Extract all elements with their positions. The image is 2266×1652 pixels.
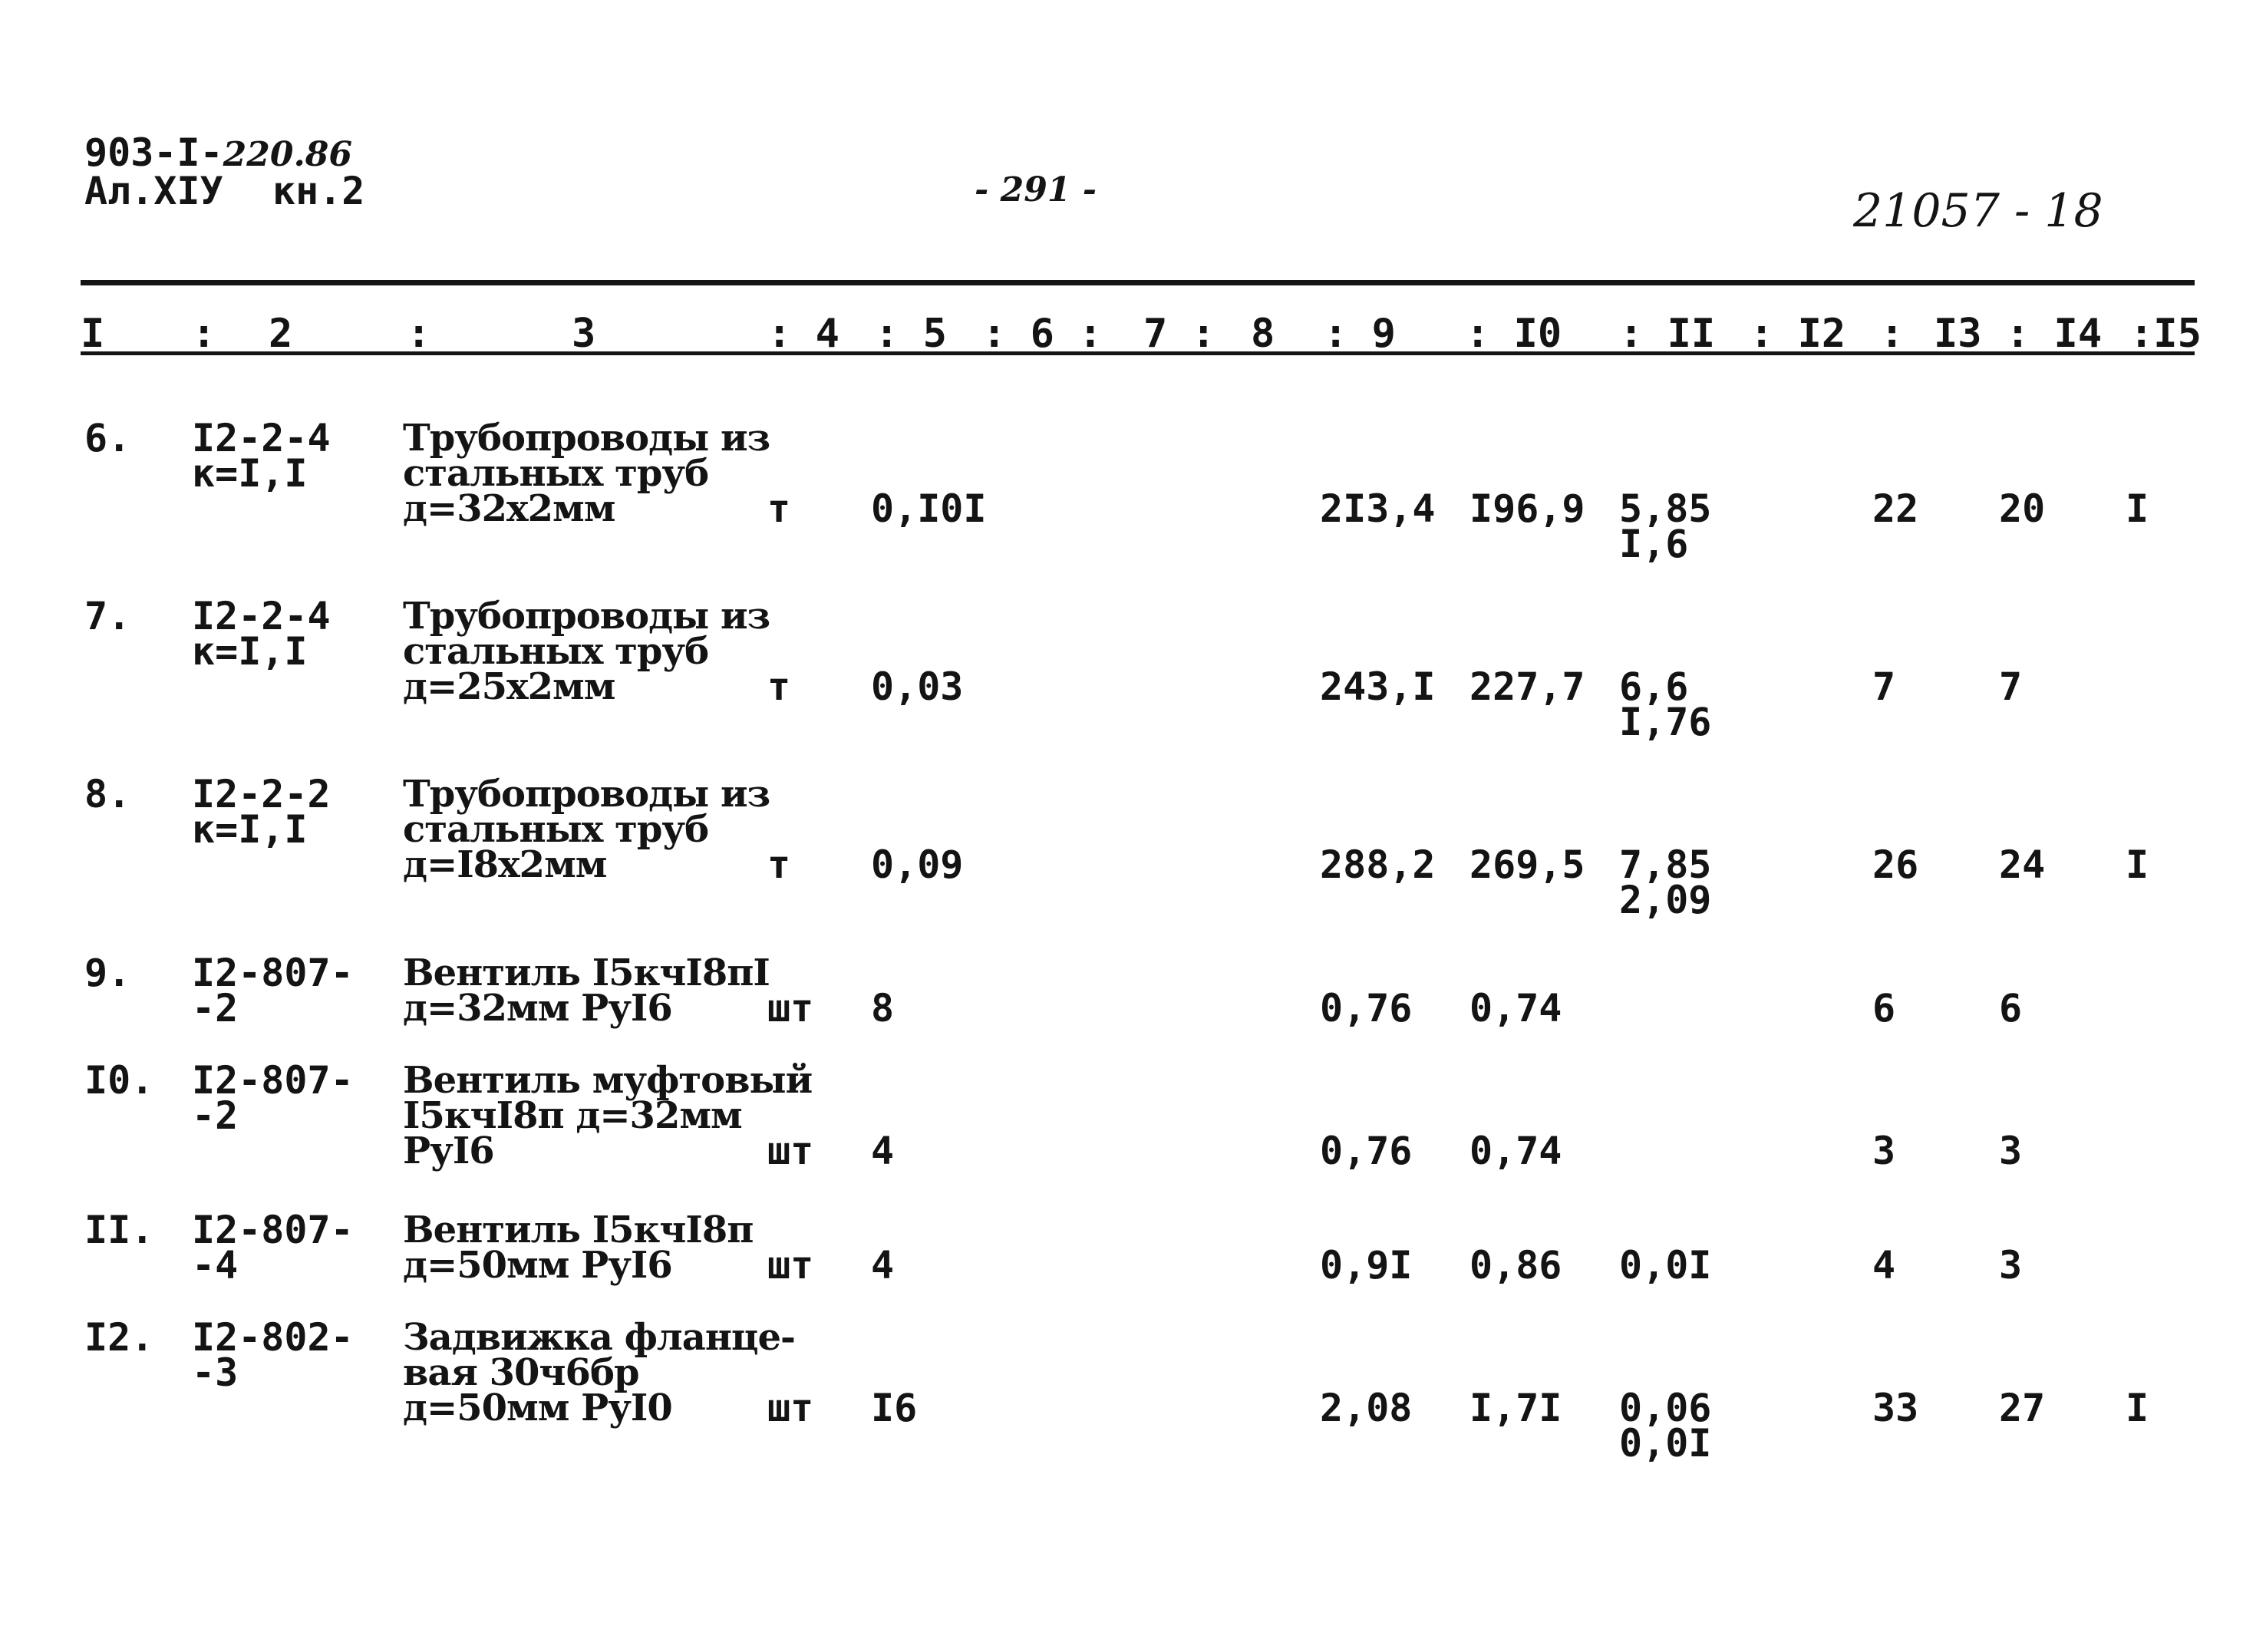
cell-col-9: 288,2 — [1320, 842, 1436, 887]
column-header: : 4 — [767, 311, 839, 357]
unit: шт — [767, 1386, 814, 1430]
unit: т — [767, 842, 791, 887]
column-header: : 9 — [1324, 311, 1396, 357]
cell-col-9: 243,I — [1320, 664, 1436, 709]
column-header: I3 : I4 — [1934, 311, 2103, 357]
cell-col-15: I — [2126, 486, 2149, 531]
column-header: : I0 — [1466, 311, 1562, 357]
column-header: : II — [1619, 311, 1716, 357]
quantity: 8 — [871, 986, 895, 1030]
document-code — [84, 130, 353, 175]
column-header: : I2 — [1750, 311, 1846, 357]
column-header: : — [1880, 311, 1905, 357]
quantity: 0,09 — [871, 842, 964, 887]
cell-col-14: 24 — [1999, 842, 2046, 887]
cell-col-9: 0,76 — [1320, 1129, 1413, 1173]
page-number: - 291 - — [975, 170, 1097, 209]
quantity: 0,03 — [871, 664, 964, 709]
item-description: Задвижка фланце- вая 30ч6бр д=50мм РуI0 — [403, 1316, 795, 1429]
cell-col-14: 7 — [1999, 664, 2023, 709]
norm-code: I2-807- -4 — [192, 1208, 354, 1288]
cell-col-14: 6 — [1999, 986, 2023, 1030]
norm-code: I2-807- -2 — [192, 1058, 354, 1138]
cell-col-11: 0,06 0,0I — [1619, 1386, 1712, 1466]
cell-col-11: 0,0I — [1619, 1243, 1712, 1288]
unit: шт — [767, 986, 814, 1030]
column-header: 8 — [1251, 311, 1275, 357]
cell-col-13: 4 — [1872, 1243, 1896, 1288]
cell-col-13: 3 — [1872, 1129, 1896, 1173]
norm-code: I2-802- -3 — [192, 1315, 354, 1395]
order-number: 21057 - 18 — [1853, 184, 2103, 238]
item-description: Вентиль I5кчI8пI д=32мм РуI6 — [403, 951, 770, 1030]
quantity: 4 — [871, 1129, 895, 1173]
cell-col-14: 20 — [1999, 486, 2046, 531]
row-number: 7. — [84, 594, 131, 638]
unit: т — [767, 664, 791, 709]
unit: шт — [767, 1129, 814, 1173]
cell-col-10: 0,74 — [1469, 1129, 1562, 1173]
norm-code: I2-2-2 к=I,I — [192, 772, 331, 852]
cell-col-10: 0,86 — [1469, 1243, 1562, 1288]
cell-col-11: 5,85 I,6 — [1619, 486, 1712, 566]
quantity: I6 — [871, 1386, 918, 1430]
row-number: I2. — [84, 1315, 154, 1360]
norm-code: I2-2-4 к=I,I — [192, 594, 331, 674]
cell-col-14: 3 — [1999, 1129, 2023, 1173]
table-header-rule — [81, 351, 2195, 355]
document-code-prefix: 903-I- — [84, 130, 223, 175]
cell-col-10: I,7I — [1469, 1386, 1562, 1430]
item-description: Вентиль I5кчI8п д=50мм РуI6 — [403, 1208, 754, 1287]
cell-col-14: 3 — [1999, 1243, 2023, 1288]
cell-col-15: I — [2126, 842, 2149, 887]
cell-col-11: 6,6 I,76 — [1619, 664, 1712, 744]
row-number: I0. — [84, 1058, 154, 1103]
cell-col-9: 0,76 — [1320, 986, 1413, 1030]
cell-col-13: 6 — [1872, 986, 1896, 1030]
cell-col-9: 2,08 — [1320, 1386, 1413, 1430]
item-description: Вентиль муфтовый I5кчI8п д=32мм РуI6 — [403, 1059, 813, 1172]
item-description: Трубопроводы из стальных труб д=I8х2мм — [403, 773, 770, 886]
cell-col-10: 0,74 — [1469, 986, 1562, 1030]
column-header: 7 : — [1143, 311, 1215, 357]
cell-col-13: 26 — [1872, 842, 1919, 887]
cell-col-13: 22 — [1872, 486, 1919, 531]
table-top-rule — [81, 280, 2195, 285]
row-number: II. — [84, 1208, 154, 1252]
cell-col-10: I96,9 — [1469, 486, 1585, 531]
column-header: :I5 — [2129, 311, 2202, 357]
cell-col-10: 227,7 — [1469, 664, 1585, 709]
album-label: Ал.XIУ — [84, 169, 223, 213]
cell-col-15: I — [2126, 1386, 2149, 1430]
item-description: Трубопроводы из стальных труб д=25х2мм — [403, 595, 770, 708]
column-header: : 5 — [875, 311, 947, 357]
document-code-handwritten: 220.86 — [223, 135, 353, 174]
row-number: 6. — [84, 416, 131, 460]
column-header: I — [81, 311, 105, 357]
quantity: 0,I0I — [871, 486, 987, 531]
column-header: 2 — [269, 311, 293, 357]
cell-col-9: 0,9I — [1320, 1243, 1413, 1288]
column-header: : — [407, 311, 431, 357]
norm-code: I2-807- -2 — [192, 951, 354, 1030]
item-description: Трубопроводы из стальных труб д=32х2мм — [403, 417, 770, 530]
row-number: 8. — [84, 772, 131, 816]
cell-col-10: 269,5 — [1469, 842, 1585, 887]
row-number: 9. — [84, 951, 131, 995]
cell-col-13: 7 — [1872, 664, 1896, 709]
unit: шт — [767, 1243, 814, 1288]
cell-col-13: 33 — [1872, 1386, 1919, 1430]
column-header: 3 — [572, 311, 596, 357]
cell-col-14: 27 — [1999, 1386, 2046, 1430]
book-label: кн.2 — [272, 169, 365, 213]
column-header: : — [192, 311, 216, 357]
unit: т — [767, 486, 791, 531]
column-header: : 6 : — [982, 311, 1103, 357]
norm-code: I2-2-4 к=I,I — [192, 416, 331, 496]
cell-col-9: 2I3,4 — [1320, 486, 1436, 531]
cell-col-11: 7,85 2,09 — [1619, 842, 1712, 922]
quantity: 4 — [871, 1243, 895, 1288]
